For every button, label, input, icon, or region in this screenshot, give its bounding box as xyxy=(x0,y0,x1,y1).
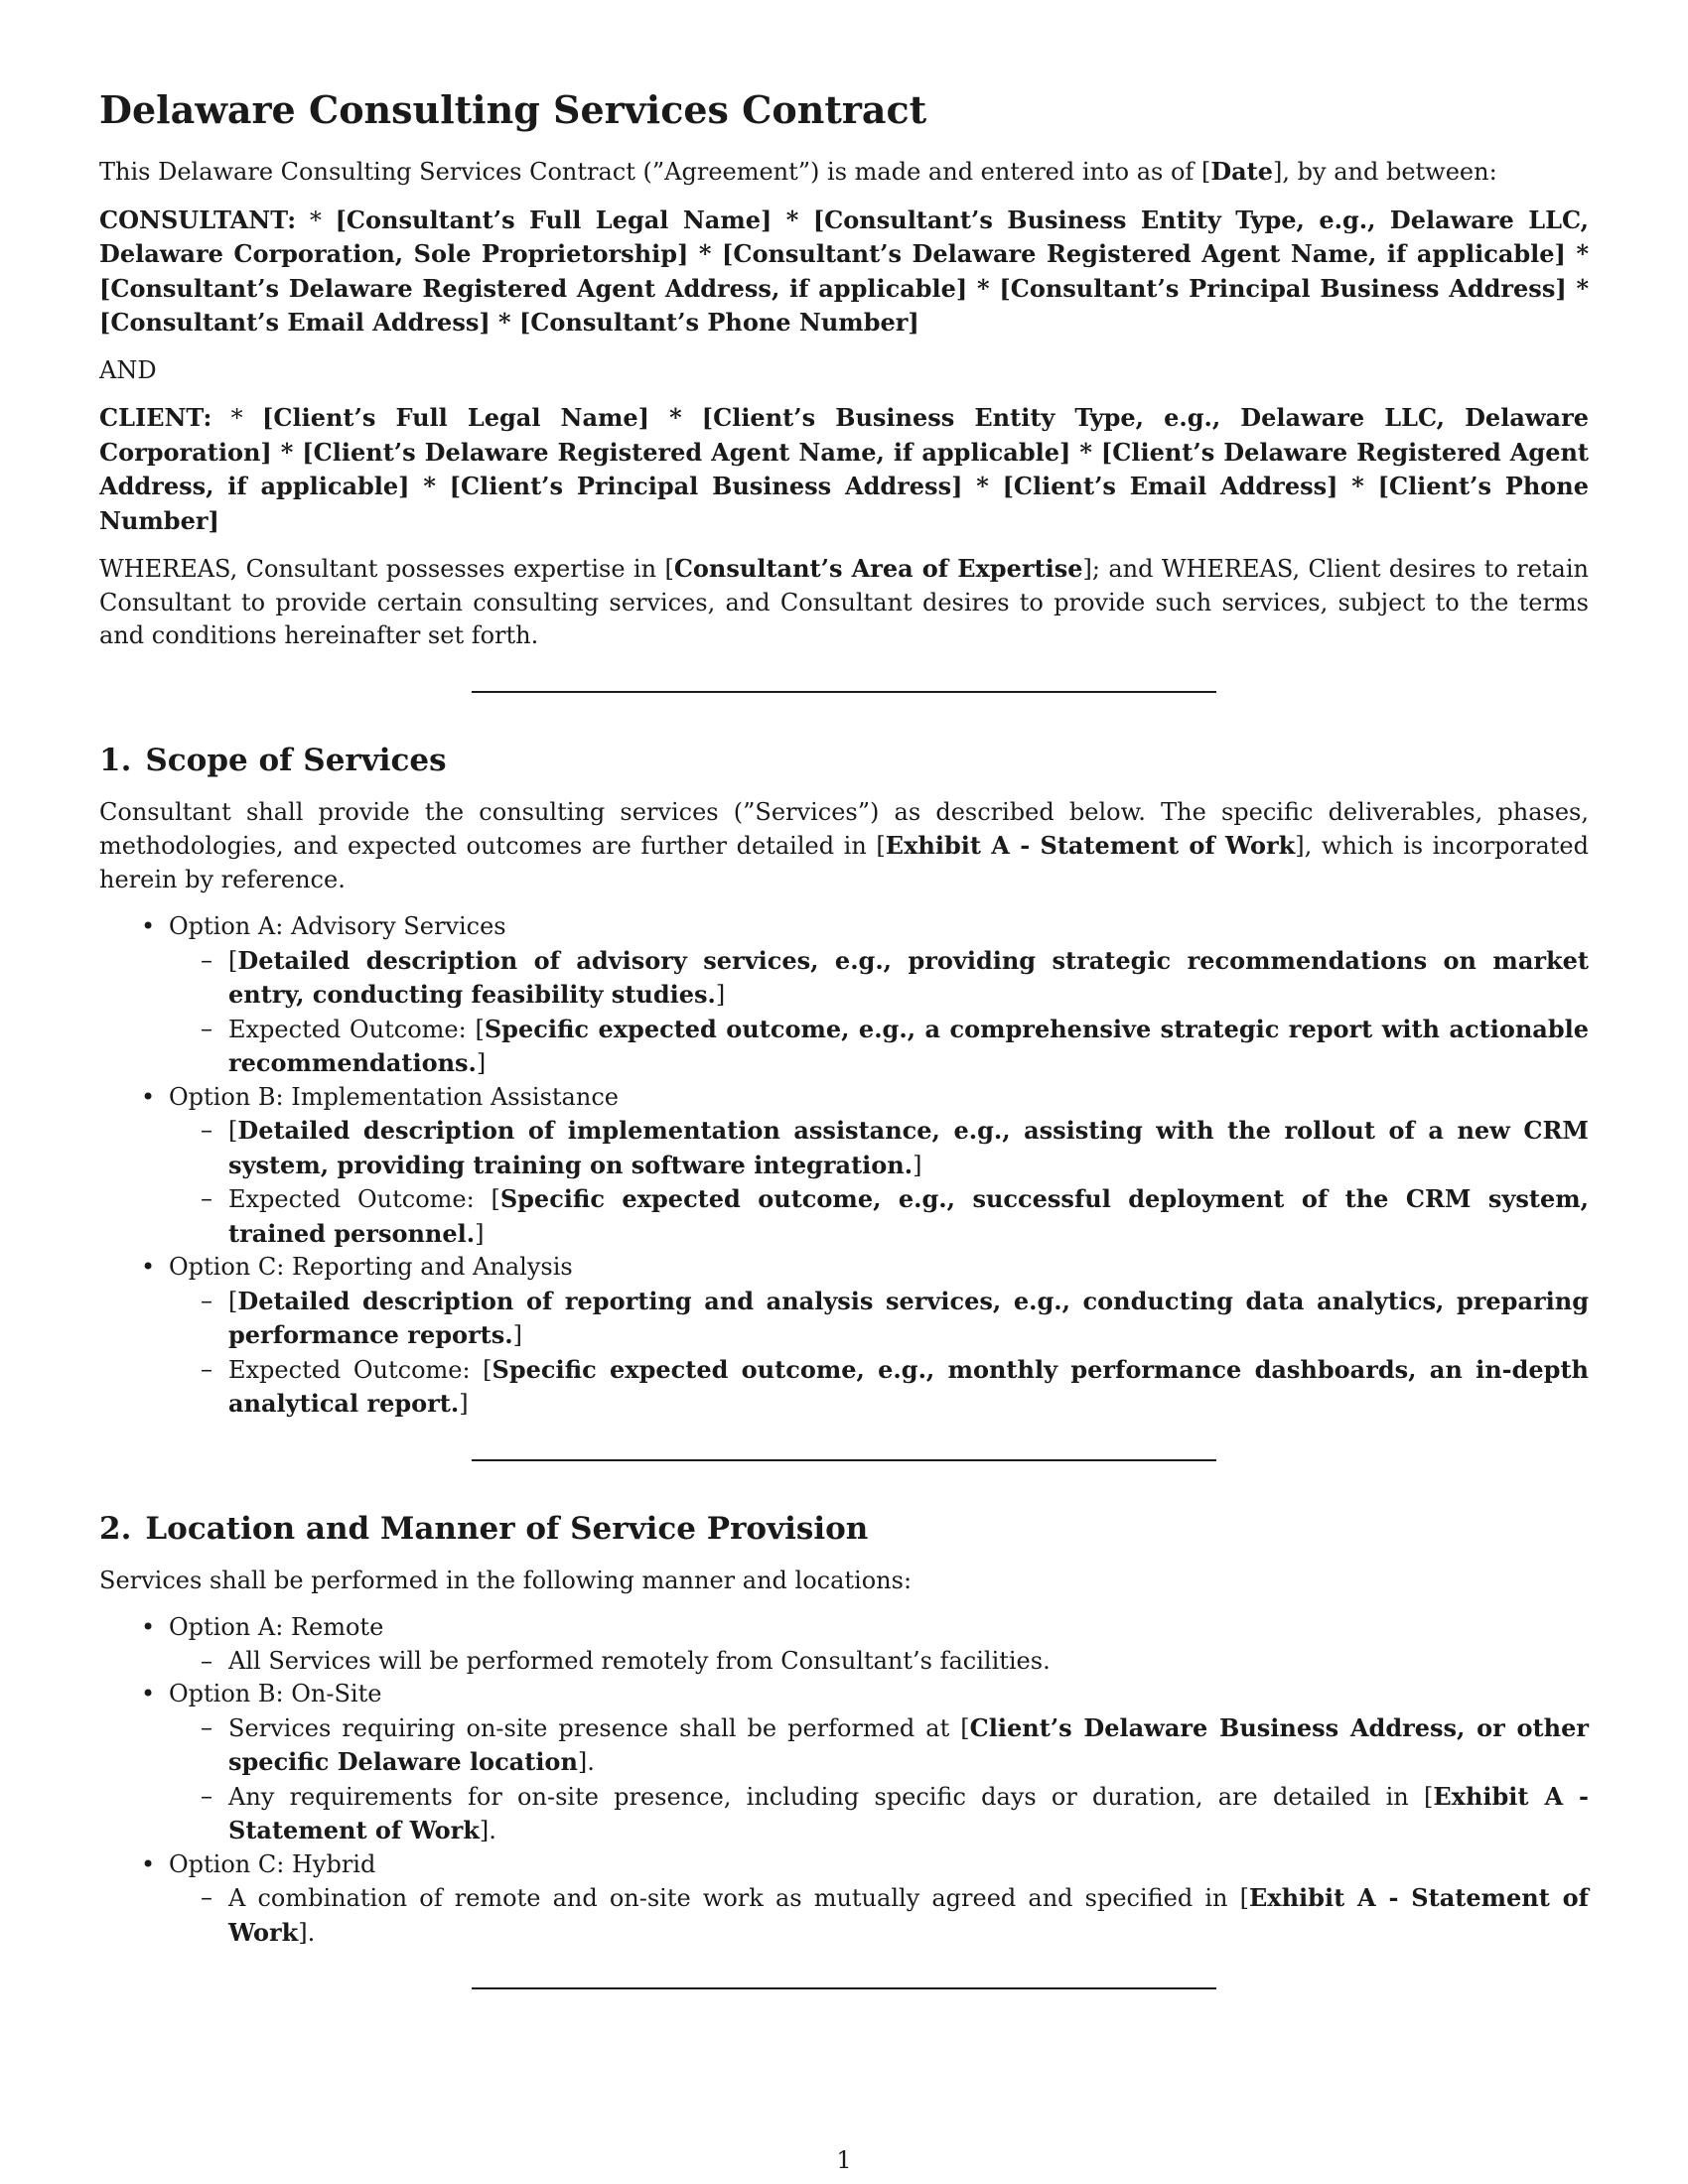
list-item xyxy=(99,1251,1589,1422)
section-2-intro: Services shall be performed in the following manner and locations: xyxy=(99,1566,913,1594)
intro-pre: This Delaware Consulting Services Contract (”Agreement”) is made and entered into as of xyxy=(99,158,1201,186)
option-outcome: Specific expected outcome, e.g., monthly performance dashboards, an in-depth analytical report. xyxy=(228,1354,1589,1418)
exhibit-a-reference: Exhibit A - Statement of Work xyxy=(228,1781,1589,1844)
sub-list-item: – Expected Outcome: [Specific expected outcome, e.g., a comprehensive strategic report with actionable recommendations.] xyxy=(169,1013,1589,1081)
section-1-intro-post: , which is incorporated herein by reference. xyxy=(99,832,1589,893)
section-1-title: Scope of Services xyxy=(145,742,447,778)
list-item xyxy=(99,1848,1589,1951)
client-details: [Client’s Full Legal Name] * [Client’s Business Entity Type, e.g., Delaware LLC, Delaware Corporation] * [Client’s Delaware Registered Agent Name, if applicable] * [Client’s Delaware Registered Agent Address, if applicable] * [Client’s Principal Business Address] * [Client’s Email Address] * [Client’s Phone Number] xyxy=(99,403,1589,535)
expertise-placeholder: Consultant’s Area of Expertise xyxy=(673,554,1083,583)
item-text: Services requiring on-site presence shall be performed at xyxy=(228,1713,961,1742)
exhibit-a-reference: Exhibit A - Statement of Work xyxy=(885,831,1296,860)
consultant-details: [Consultant’s Full Legal Name] * [Consultant’s Business Entity Type, e.g., Delaware LLC, Delaware Corporation, Sole Proprietorship] * [Consultant’s Delaware Registered Agent Name, if applicable] * [Consultant’s Delaware Registered Agent Address, if applicable] * [Consultant’s Principal Business Address] * [Consultant’s Email Address] * [Consultant’s Phone Number] xyxy=(99,205,1590,337)
option-label: Option C: Hybrid xyxy=(169,1849,376,1878)
option-description: Detailed description of reporting and analysis services, e.g., conducting data analytics, preparing performance reports. xyxy=(228,1286,1589,1349)
sub-list-item: – [Detailed description of advisory services, e.g., providing strategic recommendations on market entry, conducting feasibility studies.] xyxy=(169,944,1589,1013)
sub-list-item: – Any requirements for on-site presence, including specific days or duration, are detailed in [Exhibit A - Statement of Work]. xyxy=(169,1780,1589,1848)
horizontal-rule xyxy=(472,1459,1216,1461)
whereas-paragraph: WHEREAS, Consultant possesses expertise in [Consultant’s Area of Expertise]; and WHEREAS, Client desires to retain Consultant to provide certain consulting services, and Consultant desires to provide such services, subject to the terms and conditions hereinafter set forth. xyxy=(99,554,1589,649)
sub-list xyxy=(169,944,1589,1081)
intro-date-placeholder: Date xyxy=(1210,157,1274,186)
section-1-intro: Consultant shall provide the consulting services (”Services”) as described below. The specific deliverables, phases, methodologies, and expected outcomes are further detailed in [Exhibit A - Statement of Work], which is incorporated herein by reference. xyxy=(99,797,1589,893)
section-1-intro-pre: Consultant shall provide the consulting services (”Services”) as described below. The specific deliverables, phases, methodologies, and expected outcomes are further detailed in xyxy=(99,797,1589,860)
item-text-end: . xyxy=(307,1918,316,1947)
location-options-list xyxy=(99,1611,1589,1950)
option-description: Detailed description of advisory services, e.g., providing strategic recommendations on market entry, conducting feasibility studies. xyxy=(228,945,1589,1009)
client-label: CLIENT: xyxy=(99,403,212,432)
sub-list-item: – [Detailed description of reporting and analysis services, e.g., conducting data analytics, preparing performance reports.] xyxy=(169,1285,1589,1353)
section-1-heading xyxy=(99,741,1589,780)
sub-list-item: – [Detailed description of implementation assistance, e.g., assisting with the rollout of a new CRM system, providing training on software integration.] xyxy=(169,1114,1589,1182)
option-label: Option A: Advisory Services xyxy=(169,912,506,940)
sub-list xyxy=(169,1645,1589,1679)
intro-post: , by and between: xyxy=(1282,158,1497,186)
list-item xyxy=(99,1611,1589,1678)
option-outcome: Specific expected outcome, e.g., successful deployment of the CRM system, trained personnel. xyxy=(228,1184,1589,1248)
scope-options-list xyxy=(99,910,1589,1422)
sub-list-item: – Services requiring on-site presence shall be performed at [Client’s Delaware Business Address, or other specific Delaware location]. xyxy=(169,1711,1589,1780)
outcome-label: Expected Outcome: xyxy=(228,1355,484,1384)
option-outcome: Specific expected outcome, e.g., a comprehensive strategic report with actionable recommendations. xyxy=(228,1014,1590,1077)
horizontal-rule xyxy=(472,691,1216,693)
list-item xyxy=(99,1678,1589,1848)
item-text: A combination of remote and on-site work as mutually agreed and specified in xyxy=(228,1884,1240,1912)
sub-list-item: – All Services will be performed remotely from Consultant’s facilities. xyxy=(169,1645,1589,1679)
sub-list xyxy=(169,1285,1589,1422)
section-2-title: Location and Manner of Service Provision xyxy=(145,1510,869,1547)
consultant-label: CONSULTANT: xyxy=(99,205,297,234)
contract-page xyxy=(99,87,1589,2037)
section-1-number: 1. xyxy=(99,742,132,778)
and-separator: AND xyxy=(99,355,157,384)
sub-list-item: – Expected Outcome: [Specific expected outcome, e.g., successful deployment of the CRM system, trained personnel.] xyxy=(169,1182,1589,1251)
outcome-label: Expected Outcome: xyxy=(228,1185,492,1213)
list-item xyxy=(99,910,1589,1081)
whereas-post: ; and WHEREAS, Client desires to retain Consultant to provide certain consulting services, and Consultant desires to provide such services, subject to the terms and conditions hereinafter set forth. xyxy=(99,555,1589,649)
document-title: Delaware Consulting Services Contract xyxy=(99,87,927,132)
whereas-pre: WHEREAS, Consultant possesses expertise in xyxy=(99,555,665,583)
client-block: CLIENT: * [Client’s Full Legal Name] * [Client’s Business Entity Type, e.g., Delaware LLC, Delaware Corporation] * [Client’s Delaware Registered Agent Name, if applicable] * [Client’s Delaware Registered Agent Address, if applicable] * [Client’s Principal Business Address] * [Client’s Email Address] * [Client’s Phone Number] xyxy=(99,403,1589,535)
consultant-block: CONSULTANT: * [Consultant’s Full Legal Name] * [Consultant’s Business Entity Type, e.g., Delaware LLC, Delaware Corporation, Sole Proprietorship] * [Consultant’s Delaware Registered Agent Name, if applicable] * [Consultant’s Delaware Registered Agent Address, if applicable] * [Consultant’s Principal Business Address] * [Consultant’s Email Address] * [Consultant’s Phone Number] xyxy=(99,205,1590,337)
sub-list xyxy=(169,1114,1589,1251)
section-2-number: 2. xyxy=(99,1510,132,1547)
exhibit-a-reference: Exhibit A - Statement of Work xyxy=(228,1883,1590,1947)
item-text-end: . xyxy=(587,1748,595,1776)
intro-paragraph: This Delaware Consulting Services Contract (”Agreement”) is made and entered into as of [Date], by and between: xyxy=(99,157,1497,186)
option-label: Option B: On-Site xyxy=(169,1680,382,1707)
sub-list xyxy=(169,1881,1589,1950)
page-number: 1 xyxy=(836,2146,852,2174)
section-2-heading xyxy=(99,1509,1589,1549)
item-text-end: . xyxy=(489,1817,496,1844)
horizontal-rule xyxy=(472,1987,1216,1989)
sub-list xyxy=(169,1711,1589,1848)
option-label: Option B: Implementation Assistance xyxy=(169,1082,619,1111)
outcome-label: Expected Outcome: xyxy=(228,1015,476,1043)
list-item xyxy=(99,1081,1589,1252)
item-text: Any requirements for on-site presence, including specific days or duration, are detailed in xyxy=(228,1782,1424,1811)
option-description: Detailed description of implementation assistance, e.g., assisting with the rollout of a new CRM system, providing training on software integration. xyxy=(228,1116,1589,1179)
sub-list-item: – Expected Outcome: [Specific expected outcome, e.g., monthly performance dashboards, an in-depth analytical report.] xyxy=(169,1353,1589,1422)
option-label: Option C: Reporting and Analysis xyxy=(169,1253,573,1281)
sub-list-item: – A combination of remote and on-site work as mutually agreed and specified in [Exhibit A - Statement of Work]. xyxy=(169,1881,1589,1950)
option-label: Option A: Remote xyxy=(169,1613,384,1641)
client-address-placeholder: Client’s Delaware Business Address, or other specific Delaware location xyxy=(228,1712,1590,1776)
